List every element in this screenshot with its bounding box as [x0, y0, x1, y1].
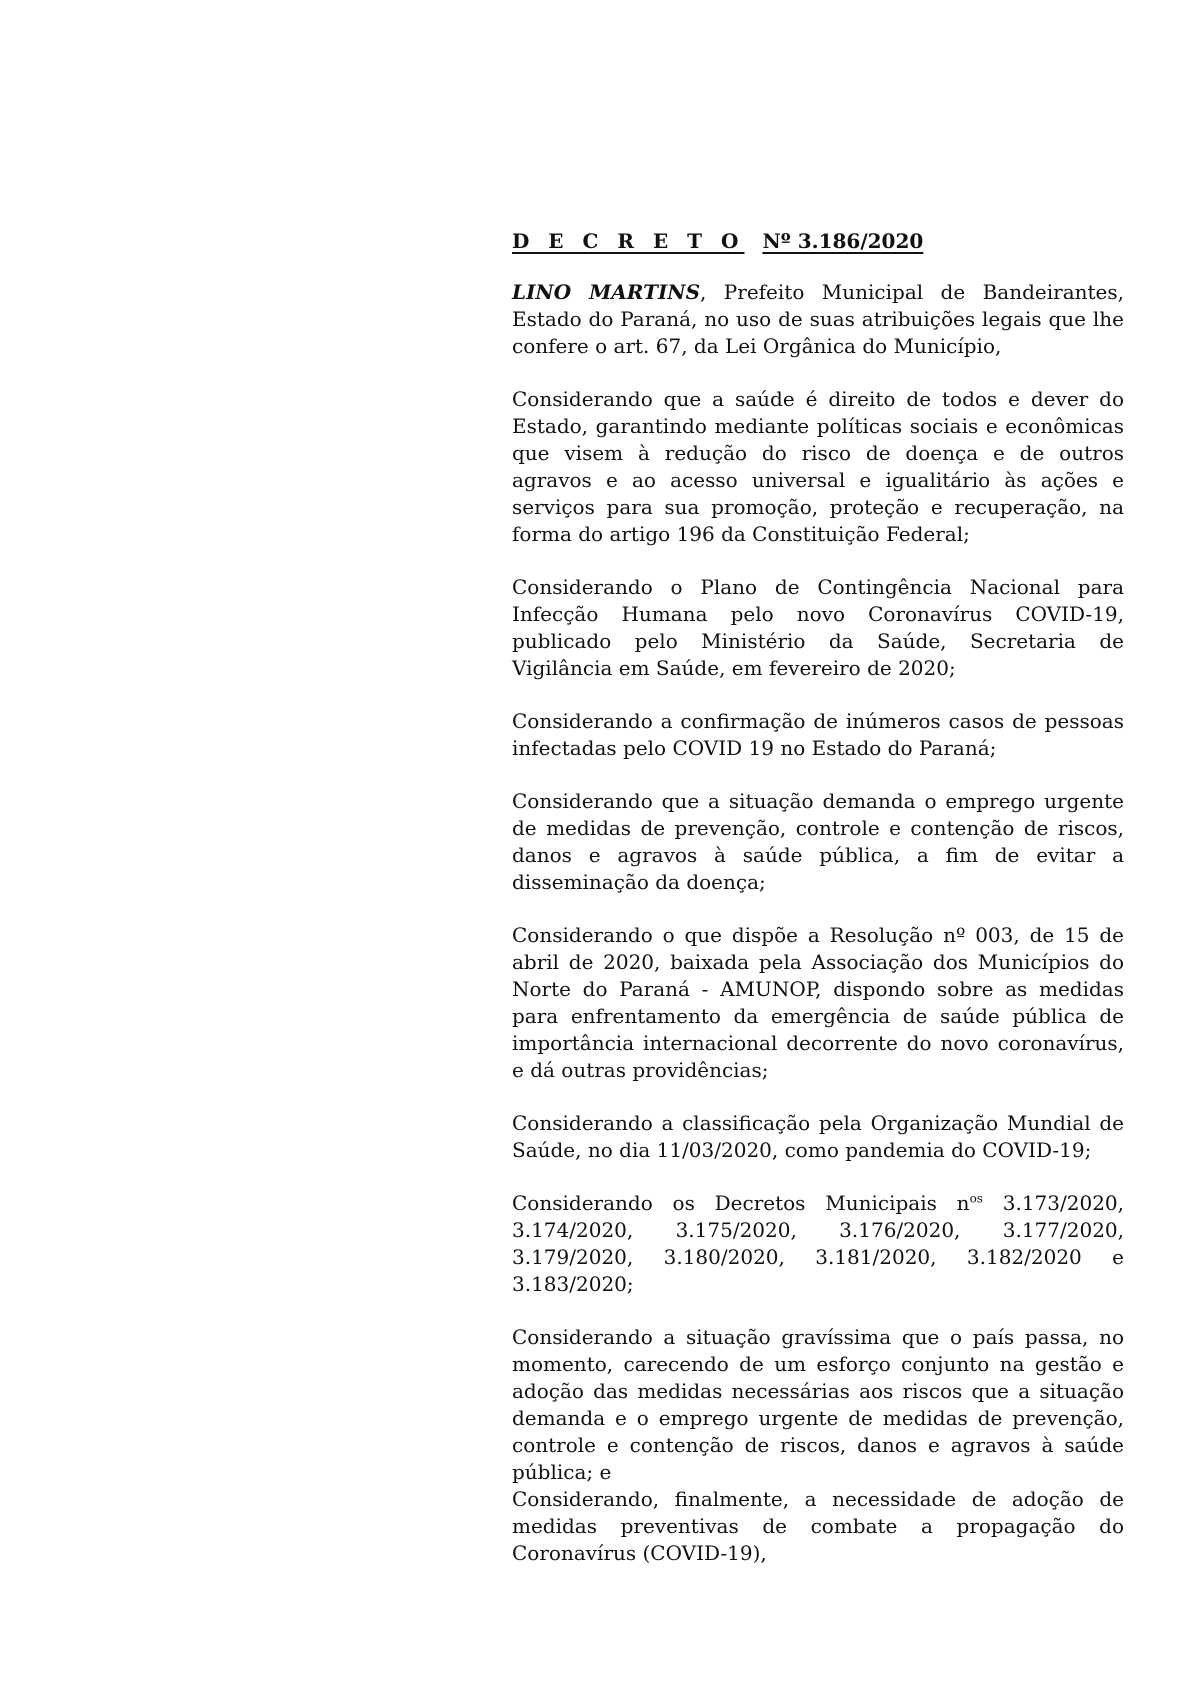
preamble-text: , Prefeito Municipal de Bandeirantes, Estado do Paraná, no uso de suas atribuições legais que lhe confere o art. 67, da Lei Orgânica do Município,	[512, 280, 1124, 358]
preamble-paragraph	[512, 279, 1124, 360]
considerando-paragraph-1: Considerando que a saúde é direito de todos e dever do Estado, garantindo mediante políticas sociais e econômicas que visem à redução do risco de doença e de outros agravos e ao acesso universal e igualitário às ações e serviços para sua promoção, proteção e recuperação, na forma do artigo 196 da Constituição Federal;	[512, 387, 1124, 546]
decree-title-word: D E C R E T O	[512, 229, 745, 253]
considerando-paragraph-2: Considerando o Plano de Contingência Nacional para Infecção Humana pelo novo Coronavírus COVID-19, publicado pelo Ministério da Saúde, Secretaria de Vigilância em Saúde, em fevereiro de 2020;	[512, 575, 1124, 680]
considerando-paragraph-4: Considerando que a situação demanda o emprego urgente de medidas de prevenção, controle e contenção de riscos, danos e agravos à saúde pública, a fim de evitar a disseminação da doença;	[512, 789, 1124, 894]
decretos-list: 3.173/2020, 3.174/2020, 3.175/2020, 3.176/2020, 3.177/2020, 3.179/2020, 3.180/2020, 3.181/2020, 3.182/2020 e 3.183/2020;	[512, 1191, 1125, 1296]
considerando-finalmente-paragraph: Considerando, finalmente, a necessidade de adoção de medidas preventivas de combate a propagação do Coronavírus (COVID-19),	[512, 1487, 1124, 1565]
considerando-gravissima-paragraph: Considerando a situação gravíssima que o país passa, no momento, carecendo de um esforço conjunto na gestão e adoção das medidas necessárias aos riscos que a situação demanda e o emprego urgente de medidas de prevenção, controle e contenção de riscos, danos e agravos à saúde pública; e	[512, 1325, 1124, 1484]
considerando-paragraph-3: Considerando a confirmação de inúmeros casos de pessoas infectadas pelo COVID 19 no Estado do Paraná;	[512, 709, 1124, 760]
decree-body	[512, 228, 1124, 1593]
considerando-decretos-paragraph	[512, 1190, 1124, 1298]
decree-number: Nº 3.186/2020	[762, 229, 924, 253]
considerando-paragraph-5: Considerando o que dispõe a Resolução nº 003, de 15 de abril de 2020, baixada pela Associação dos Municípios do Norte do Paraná - AMUNOP, dispondo sobre as medidas para enfrentamento da emergência de saúde pública de importância internacional decorrente do novo coronavírus, e dá outras providências;	[512, 923, 1124, 1082]
decretos-plural-marker: os	[969, 1191, 983, 1206]
decree-title	[512, 228, 1124, 255]
considerando-paragraph-6: Considerando a classificação pela Organização Mundial de Saúde, no dia 11/03/2020, como pandemia do COVID-19;	[512, 1111, 1124, 1162]
mayor-name: LINO MARTINS	[512, 280, 701, 304]
decretos-text-start: Considerando os Decretos Municipais n	[512, 1191, 970, 1215]
